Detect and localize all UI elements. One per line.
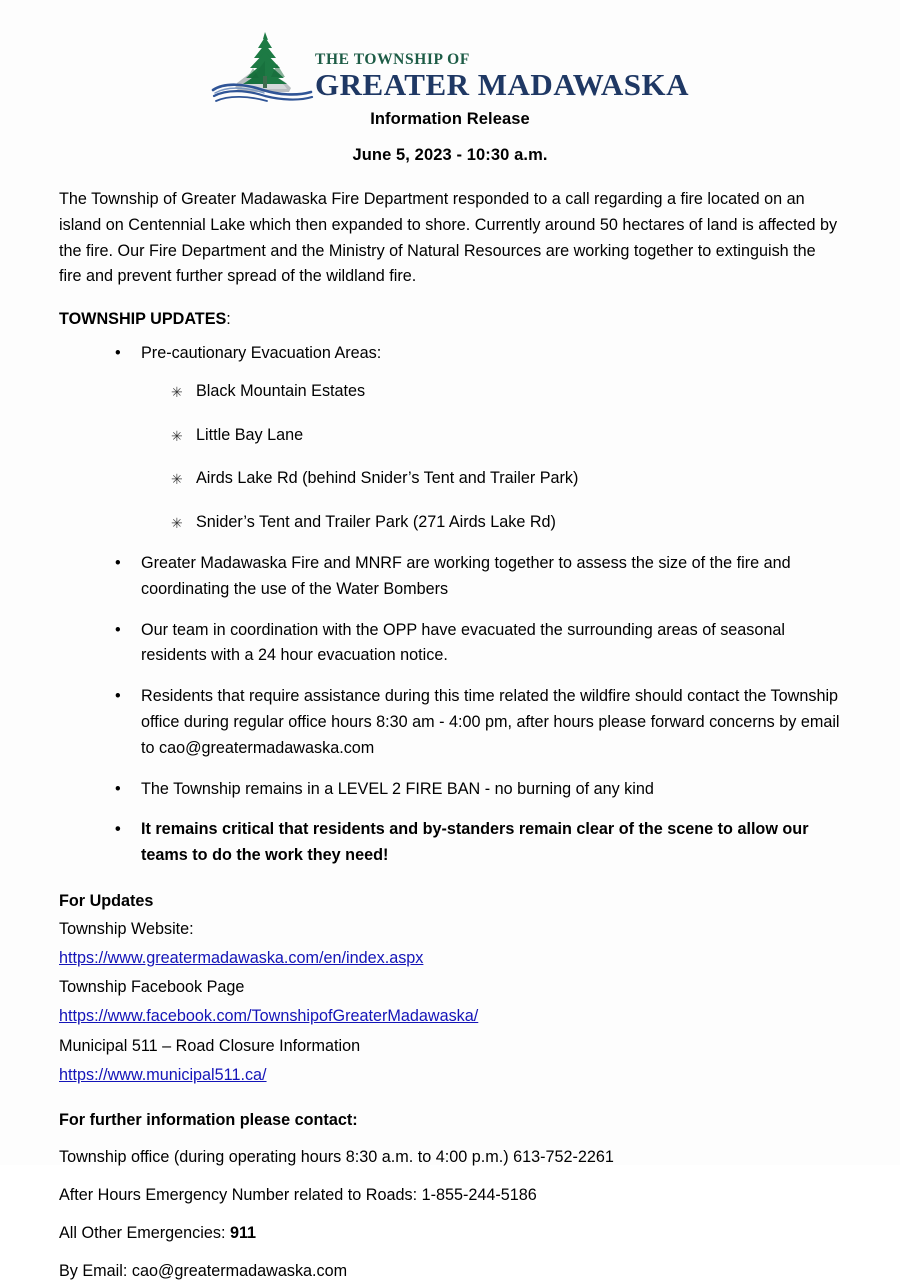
list-item	[141, 510, 841, 536]
document-header	[59, 0, 841, 106]
township-updates-list	[59, 341, 841, 869]
release-datetime: June 5, 2023 - 10:30 a.m.	[352, 146, 548, 164]
township-updates-heading-text: TOWNSHIP UPDATES	[59, 310, 227, 329]
list-item	[59, 551, 841, 603]
bullet-icon: •	[115, 343, 121, 362]
township-logo	[211, 28, 689, 106]
contact-office-line: Township office (during operating hours 8:30 a.m. to 4:00 p.m.) 613-752-2261	[59, 1148, 614, 1167]
for-updates-heading: For Updates	[59, 891, 154, 910]
municipal511-link-row	[59, 1061, 841, 1091]
contact-emergencies-number: 911	[229, 1223, 257, 1242]
sub-bullet-icon: ✳	[171, 427, 183, 444]
contact-emergencies-line	[59, 1221, 841, 1247]
township-facebook-label: Township Facebook Page	[59, 978, 245, 997]
township-updates-heading-colon: :	[226, 310, 231, 329]
list-item-label: Airds Lake Rd (behind Snider’s Tent and Trailer Park)	[196, 469, 579, 488]
bullet-icon: •	[115, 620, 121, 639]
township-website-link-row	[59, 944, 841, 974]
page-title: Information Release	[370, 110, 530, 128]
township-website-label: Township Website:	[59, 919, 194, 938]
list-item-label: Little Bay Lane	[196, 425, 304, 444]
list-item-label: Snider’s Tent and Trailer Park (271 Airds Lake Rd)	[196, 513, 556, 532]
township-facebook-link[interactable]: https://www.facebook.com/TownshipofGreaterMadawaska/	[59, 1007, 479, 1026]
logo-line-greater-madawaska: GREATER MADAWASKA	[315, 67, 689, 102]
pine-tree-rock-water-logo-icon	[211, 28, 319, 106]
sub-bullet-icon: ✳	[171, 471, 183, 488]
list-item	[59, 817, 841, 869]
list-item-label: The Township remains in a LEVEL 2 FIRE BAN - no burning of any kind	[141, 779, 654, 798]
contact-email-line: By Email: cao@greatermadawaska.com	[59, 1261, 348, 1280]
municipal511-label: Municipal 511 – Road Closure Information	[59, 1036, 361, 1055]
sub-bullet-icon: ✳	[171, 515, 183, 532]
logo-line-the-township-of: THE TOWNSHIP OF	[315, 50, 470, 68]
list-item-label: It remains critical that residents and by-standers remain clear of the scene to allow our teams to do the work they need!	[141, 820, 809, 865]
contact-heading: For further information please contact:	[59, 1110, 358, 1129]
township-facebook-link-row	[59, 1002, 841, 1032]
list-item-label: Our team in coordination with the OPP have evacuated the surrounding areas of seasonal residents with a 24 hour evacuation notice.	[141, 620, 785, 665]
list-item	[59, 777, 841, 803]
bullet-icon: •	[115, 687, 121, 706]
township-updates-heading	[59, 307, 841, 333]
contact-after-hours-line: After Hours Emergency Number related to Roads: 1-855-244-5186	[59, 1186, 537, 1205]
bullet-icon: •	[115, 820, 121, 839]
list-item	[59, 618, 841, 670]
township-website-link[interactable]: https://www.greatermadawaska.com/en/index.aspx	[59, 948, 424, 967]
list-item-label: Black Mountain Estates	[196, 381, 366, 400]
municipal511-link[interactable]: https://www.municipal511.ca/	[59, 1065, 267, 1084]
intro-paragraph: The Township of Greater Madawaska Fire Department responded to a call regarding a fire located on an island on Centennial Lake which then expanded to shore. Currently around 50 hectares of land is affected by the fire. Our Fire Department and the Ministry of Natural Resources are working together to extinguish the fire and prevent further spread of the wildland fire.	[59, 190, 838, 286]
list-item	[59, 684, 841, 761]
bullet-icon: •	[115, 779, 121, 798]
list-item	[141, 379, 841, 405]
list-item	[141, 466, 841, 492]
logo-wordmark	[315, 52, 689, 107]
list-item-label: Residents that require assistance during this time related the wildfire should contact the Township office during regular office hours 8:30 am - 4:00 pm, after hours please forward concerns by email to cao@greatermadawaska.com	[141, 687, 840, 757]
list-item-label: Pre-cautionary Evacuation Areas:	[141, 343, 382, 362]
contact-emergencies-label: All Other Emergencies:	[59, 1223, 230, 1242]
list-item	[59, 341, 841, 536]
bullet-icon: •	[115, 553, 121, 572]
sub-bullet-icon: ✳	[171, 383, 183, 400]
evacuation-areas-list	[141, 379, 841, 536]
list-item	[141, 423, 841, 449]
list-item-label: Greater Madawaska Fire and MNRF are working together to assess the size of the fire and coordinating the use of the Water Bombers	[141, 553, 791, 598]
